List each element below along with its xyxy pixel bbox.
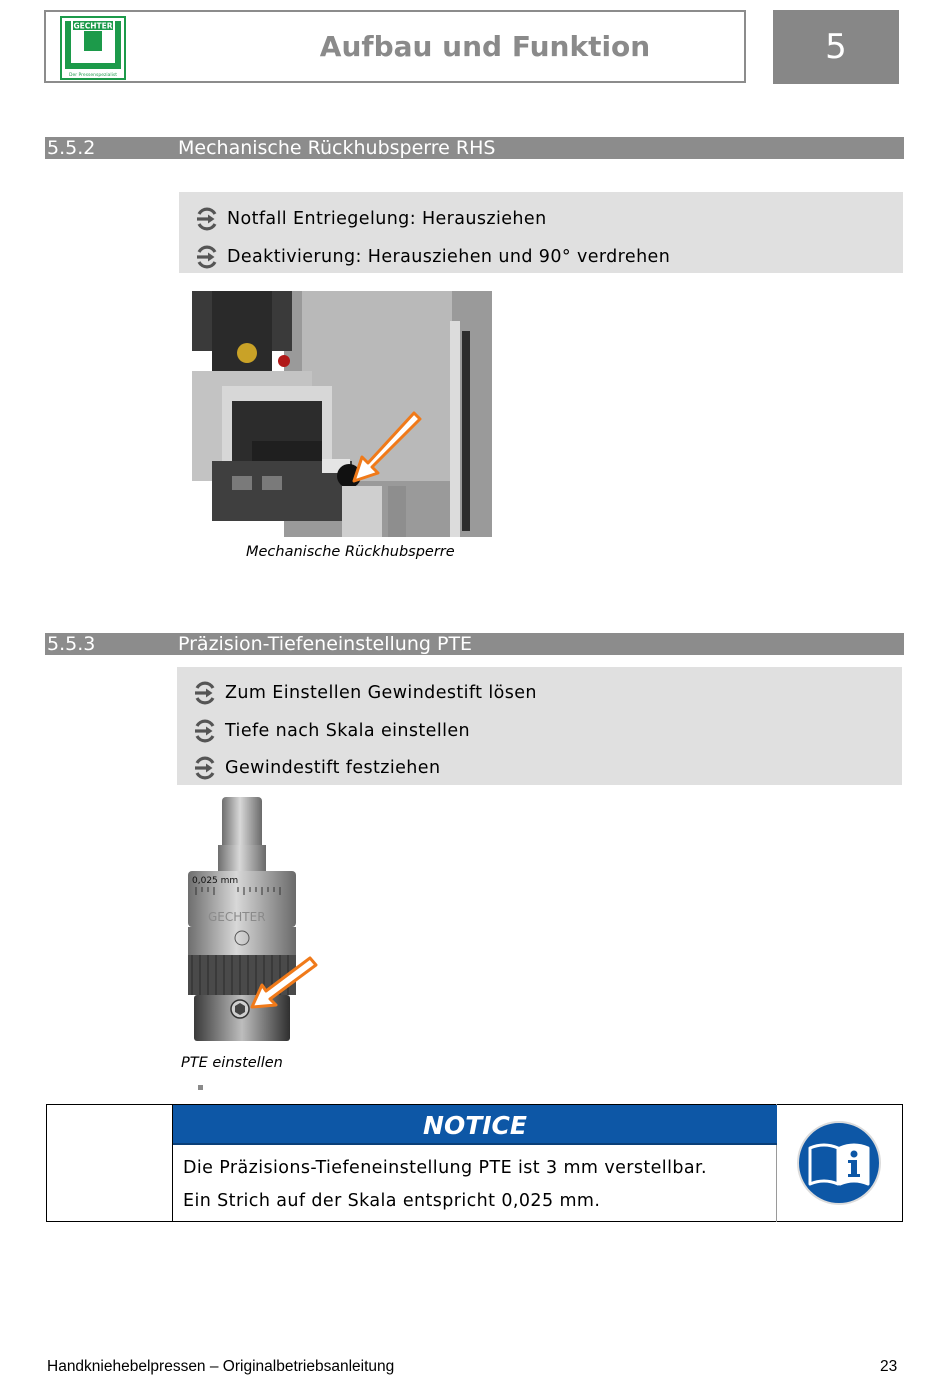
- instruction-item: [193, 681, 537, 705]
- circled-arrow-icon: [195, 245, 219, 269]
- instruction-box-552: [179, 192, 903, 273]
- svg-text:Der Pressenspezialist: Der Pressenspezialist: [69, 73, 117, 78]
- instruction-text: Notfall Entriegelung: Herausziehen: [227, 209, 547, 229]
- circled-arrow-icon: [193, 681, 217, 705]
- chapter-number: 5: [773, 10, 899, 84]
- scale-label: 0,025 mm: [192, 876, 239, 886]
- instruction-text: Zum Einstellen Gewindestift lösen: [225, 683, 537, 703]
- section-number: 5.5.2: [47, 137, 96, 159]
- instruction-item: [193, 756, 440, 780]
- instruction-text: Tiefe nach Skala einstellen: [225, 721, 471, 741]
- instruction-box-553: [177, 667, 902, 785]
- figure-caption: PTE einstellen: [181, 1055, 283, 1071]
- section-heading-553: [45, 633, 904, 655]
- rhs-mechanism-image: [192, 291, 492, 537]
- notice-line: Ein Strich auf der Skala entspricht 0,025 mm.: [183, 1191, 601, 1211]
- instruction-item: [193, 719, 470, 743]
- footer-text: Handkniehebelpressen – Originalbetriebsanleitung: [47, 1358, 395, 1375]
- instruction-text: Deaktivierung: Herausziehen und 90° verdrehen: [227, 247, 671, 267]
- scale-brand: GECHTER: [208, 910, 266, 924]
- circled-arrow-icon: [193, 756, 217, 780]
- section-title: Mechanische Rückhubsperre RHS: [178, 137, 496, 159]
- page-title: Aufbau und Funktion: [319, 30, 651, 63]
- notice-banner: NOTICE: [173, 1105, 777, 1145]
- gechter-logo: [60, 16, 126, 80]
- svg-text:GECHTER: GECHTER: [73, 21, 113, 31]
- section-number: 5.5.3: [47, 633, 96, 655]
- section-title: Präzision-Tiefeneinstellung PTE: [178, 633, 473, 655]
- pte-adjuster-image: [186, 795, 318, 1043]
- bullet-marker: [198, 1085, 203, 1090]
- page-number: 23: [880, 1358, 898, 1375]
- notice-line: Die Präzisions-Tiefeneinstellung PTE ist 3 mm verstellbar.: [183, 1158, 707, 1178]
- instruction-item: [195, 245, 670, 269]
- circled-arrow-icon: [195, 207, 219, 231]
- figure-caption: Mechanische Rückhubsperre: [246, 544, 455, 560]
- section-heading-552: [45, 137, 904, 159]
- instruction-item: [195, 207, 547, 231]
- info-manual-icon: [796, 1120, 882, 1206]
- circled-arrow-icon: [193, 719, 217, 743]
- instruction-text: Gewindestift festziehen: [225, 758, 441, 778]
